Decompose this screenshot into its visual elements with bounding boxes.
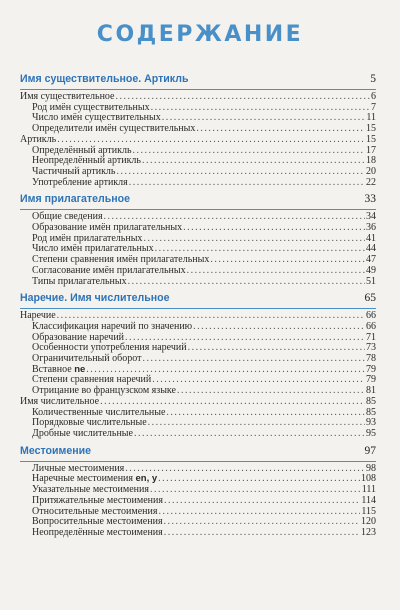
entry-text: Наречие [20,310,56,322]
entry-text: Неопределённые местоимения [32,526,163,538]
entry-text: Степени сравнения имён прилагательных [32,254,210,266]
entry-page-number: 85 [366,406,376,418]
dot-leader [128,277,365,288]
toc-entry [20,178,376,189]
entry-text: Порядковые числительные [32,417,147,429]
dot-leader [187,266,365,277]
dot-leader [158,507,360,518]
dot-leader [116,92,371,103]
entry-page-number: 95 [366,427,376,439]
toc-section [20,292,376,439]
section-header [20,292,376,309]
dot-leader [143,234,365,245]
toc-entry [20,429,376,440]
toc-entry [20,124,376,135]
table-of-contents [20,73,376,544]
entry-page-number: 18 [366,155,376,167]
entry-page-number: 6 [371,91,376,102]
entry-page-number: 71 [366,331,376,343]
section-title: Местоимение [20,444,92,457]
entry-label [32,124,195,135]
page-title: СОДЕРЖАНИЕ [96,22,304,47]
section-header [20,445,376,462]
entry-page-number: 79 [366,363,376,375]
entry-page-number: 7 [371,101,376,113]
entry-page-number: 11 [366,112,376,124]
entry-text: Классификация наречий по значению [32,320,193,332]
dot-leader [142,156,365,167]
section-page-number: 33 [364,193,376,206]
entry-text: Указательные местоимения [32,484,149,496]
entry-text: Притяжательные местоимения [32,494,163,506]
section-page-number: 5 [370,73,376,85]
entry-text: Неопределённый артикль [32,155,141,167]
section-page-number: 65 [364,292,376,305]
entry-text: Частичный артикль [32,165,116,177]
entry-text: Типы прилагательных [32,275,127,287]
entry-text: Дробные числительные [32,427,133,439]
toc-section [20,73,376,188]
entry-page-number: 79 [366,374,376,386]
entry-page-number: 44 [366,243,376,255]
entry-text: Род имён существительных [32,101,150,113]
dot-leader [164,517,360,528]
entry-text: Образование наречий [32,331,125,343]
toc-entry [20,528,376,539]
entry-page-number: 47 [366,254,376,266]
section-page-number: 97 [364,444,376,457]
entry-text: Наречные местоимения [32,473,136,485]
entry-page-number: 111 [361,484,376,496]
section-title: Наречие. Имя числительное [20,292,170,305]
entry-page-number: 98 [366,462,376,474]
entry-text: Согласование имён прилагательных [32,264,186,276]
entry-page-number: 22 [366,176,376,188]
entry-page-number: 85 [366,395,376,407]
entry-page-number: 41 [366,232,376,244]
entry-text: Определители имён существительных [32,123,196,135]
entry-text: Образование имён прилагательных [32,222,183,234]
dot-leader [188,343,365,354]
dot-leader [148,418,365,429]
entry-page-number: 49 [366,264,376,276]
dot-leader [210,255,365,266]
entry-page-number: 51 [366,275,376,287]
entry-page-number: 66 [366,310,376,322]
toc-entry [20,277,376,288]
entry-page-number: 120 [361,516,376,528]
dot-leader [164,528,360,539]
entry-text: Отрицание во французском языке [32,385,176,397]
entry-page-number: 115 [361,505,376,517]
entry-text: Число имён прилагательных [32,243,154,255]
dot-leader [166,408,365,419]
entry-page-number: 123 [361,526,376,538]
entry-text: Относительные местоимения [32,505,158,517]
dot-leader [193,322,365,333]
dot-leader [151,103,370,114]
entry-text: Имя существительное [20,91,115,102]
entry-page-number: 66 [366,320,376,332]
dot-leader [142,354,365,365]
entry-page-number: 108 [361,473,376,485]
dot-leader [117,167,366,178]
dot-leader [177,386,365,397]
section-header [20,73,376,90]
entry-text: Личные местоимения [32,462,125,474]
entry-label [32,178,128,189]
entry-page-number: 34 [366,211,376,223]
entry-text: Число имён существительных [32,112,161,124]
entry-page-number: 15 [366,133,376,145]
entry-text: Вопросительные местоимения [32,516,163,528]
entry-term: ne [74,363,86,375]
dot-leader [158,474,360,485]
dot-leader [150,485,361,496]
entry-text: Определённый артикль [32,144,132,156]
dot-leader [183,223,365,234]
entry-page-number: 114 [361,494,376,506]
entry-page-number: 78 [366,353,376,365]
entry-text: Артикль [20,133,57,145]
entry-page-number: 93 [366,417,376,429]
dot-leader [134,429,365,440]
entry-text: Вставное [32,363,75,375]
dot-leader [164,496,360,507]
toc-section [20,193,376,287]
entry-text: Имя числительное [20,395,100,407]
entry-text: Род имён прилагательных [32,232,143,244]
dot-leader [133,146,365,157]
entry-text: Количественные числительные [32,406,166,418]
entry-text: Ограничительный оборот [32,353,142,365]
entry-page-number: 81 [366,385,376,397]
entry-text: Общие сведения [32,211,103,223]
entry-text: Степени сравнения наречий [32,374,152,386]
entry-page-number: 17 [366,144,376,156]
entry-label [32,528,163,539]
section-title: Имя прилагательное [20,193,130,206]
entry-term: en, y [135,473,158,485]
dot-leader [125,464,365,475]
dot-leader [129,178,365,189]
entry-text: Употребление артикля [32,176,128,188]
entry-page-number: 36 [366,222,376,234]
entry-label [32,429,133,440]
entry-page-number: 15 [366,123,376,135]
entry-page-number: 73 [366,342,376,354]
toc-section [20,445,376,539]
dot-leader [196,124,365,135]
entry-page-number: 20 [366,165,376,177]
dot-leader [152,375,365,386]
entry-text: Особенности употребления наречий [32,342,187,354]
section-title: Имя существительное. Артикль [20,73,189,85]
entry-label [32,277,127,288]
section-header [20,193,376,210]
